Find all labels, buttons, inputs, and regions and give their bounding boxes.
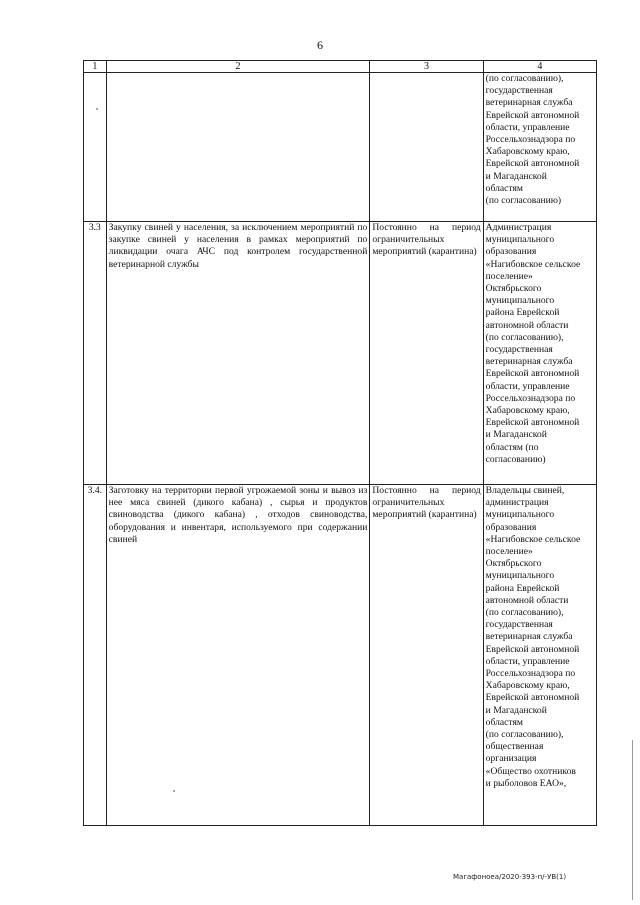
scan-speck [173,790,175,792]
cell-responsible: (по согласованию), государственная ветеринарная служба Еврейской автономной области, управление Россельхознадзора по Хабаровскому краю, Еврейской автономной и Магаданской областям (по согласованию) [483,73,596,222]
column-header-1: 1 [84,61,107,73]
cell-num: 3.3 [84,222,107,485]
page-number: 6 [317,38,323,52]
cell-period: Постоянно на период ограничительных мероприятий (карантина) [370,222,483,485]
cell-period: Постоянно на период ограничительных мероприятий (карантина) [370,485,483,826]
cell-num [84,73,107,222]
table-row-3-4 [84,485,597,826]
cell-measure: Заготовку на территории первой угрожаемой зоны и вывоз из нее мяса свиней (дикого кабана) , сырья и продуктов свиноводства (дикого кабана) , отходов свиноводства, оборудования и инвентаря, используемого при содержании свиней [106,485,370,826]
cell-measure: Закупку свиней у населения, за исключением мероприятий по закупке свиней у населения в рамках мероприятий по ликвидации очага АЧС под контролем государственной ветеринарной службы [106,222,370,485]
column-header-4: 4 [483,61,596,73]
table-header-row [84,61,597,73]
table-row-continuation [84,73,597,222]
cell-responsible: Администрация муниципального образования «Нагибовское сельское поселение» Октябрьского муниципального района Еврейской автономной области (по согласованию), государственная ветеринарная служба Еврейской автономной области, управление Россельхознадзора по Хабаровскому краю, Еврейской автономной и Магаданской областям (по согласованию) [483,222,596,485]
cell-num: 3.4. [84,485,107,826]
document-footer-code: Магафоноеа/2020-393-п/-УВ(1) [453,873,567,881]
scan-speck [96,108,98,110]
column-header-3: 3 [370,61,483,73]
scan-edge-line [632,740,633,900]
cell-responsible: Владельцы свиней, администрация муниципального образования «Нагибовское сельское поселение» Октябрьского муниципального района Еврейской автономной области (по согласованию), государственная ветеринарная служба Еврейской автономной области, управление Россельхознадзора по Хабаровскому краю, Еврейской автономной и Магаданской областям (по согласованию), общественная организация «Общество охотников и рыболовов ЕАО», [483,485,596,826]
measures-table [83,60,597,826]
column-header-2: 2 [106,61,370,73]
table-row-3-3 [84,222,597,485]
cell-measure [106,73,370,222]
cell-period [370,73,483,222]
